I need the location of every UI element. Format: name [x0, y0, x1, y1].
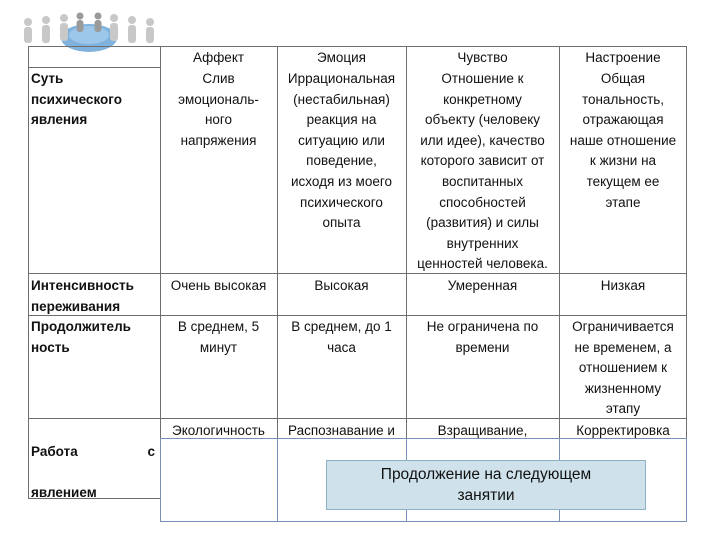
work-mood: Корректировка	[576, 423, 670, 438]
header-affect: Аффект	[192, 50, 245, 65]
grid-line	[28, 46, 160, 47]
intensity-mood: Низкая	[600, 278, 646, 293]
grid-line	[28, 273, 687, 274]
essence-emotion: Иррациональная (нестабильная) реакция на ситуацию или поведение, исходя из моего психического опыта	[287, 71, 396, 231]
work-affect: Экологичность	[172, 423, 265, 438]
overlay-border-left	[160, 438, 161, 522]
header-mood: Настроение	[585, 50, 661, 65]
essence-mood: Общая тональность, отражающая наше отношение к жизни на текущем ее этапе	[569, 71, 677, 210]
grid-line	[28, 46, 29, 499]
row-label-work-word2: с	[147, 443, 155, 459]
row-label-work-word1: Работа	[31, 443, 78, 459]
overlay-border-top	[160, 438, 686, 439]
duration-emotion: В среднем, до 1 часа	[291, 319, 392, 355]
header-feeling: Чувство	[457, 50, 508, 65]
continuation-note: Продолжение на следующем занятии	[326, 460, 646, 510]
grid-line	[28, 498, 160, 499]
header-emotion: Эмоция	[317, 50, 366, 65]
grid-line	[28, 67, 160, 68]
intensity-affect: Очень высокая	[170, 278, 267, 293]
overlay-border-right	[686, 438, 687, 522]
grid-line	[160, 46, 161, 499]
overlay-border-mid4	[559, 438, 560, 460]
grid-line	[559, 46, 560, 438]
overlay-border-mid2	[406, 438, 407, 460]
duration-mood: Ограничивается не временем, а отношением к жизненному этапу	[572, 319, 674, 417]
grid-line	[277, 46, 278, 438]
grid-line	[406, 46, 407, 438]
grid-line	[686, 46, 687, 438]
overlay-border-bottom	[160, 521, 686, 522]
work-feeling: Взращивание,	[437, 423, 528, 438]
row-label-work-line2: явлением	[31, 484, 97, 499]
essence-affect: Слив эмоциональ- ного напряжения	[178, 71, 259, 148]
row-label-work	[28, 419, 160, 499]
grid-line	[28, 418, 687, 419]
overlay-border-mid1	[277, 438, 278, 522]
intensity-feeling: Умеренная	[447, 278, 518, 293]
essence-feeling: Отношение к конкретному объекту (человеку или идее), качество которого зависит от воспитанных способностей (развития) и силы внутренних ценностей человека.	[417, 71, 548, 272]
grid-line	[160, 46, 687, 47]
duration-feeling: Не ограничена по времени	[426, 319, 539, 355]
work-emotion: Распознавание и	[288, 423, 395, 438]
intensity-emotion: Высокая	[314, 278, 369, 293]
duration-affect: В среднем, 5 минут	[177, 319, 260, 355]
row-label-intensity: Интенсивность переживания	[31, 278, 134, 314]
grid-line	[28, 315, 687, 316]
row-label-duration: Продолжитель ность	[31, 319, 131, 355]
row-label-essence: Суть психического явления	[31, 71, 122, 128]
